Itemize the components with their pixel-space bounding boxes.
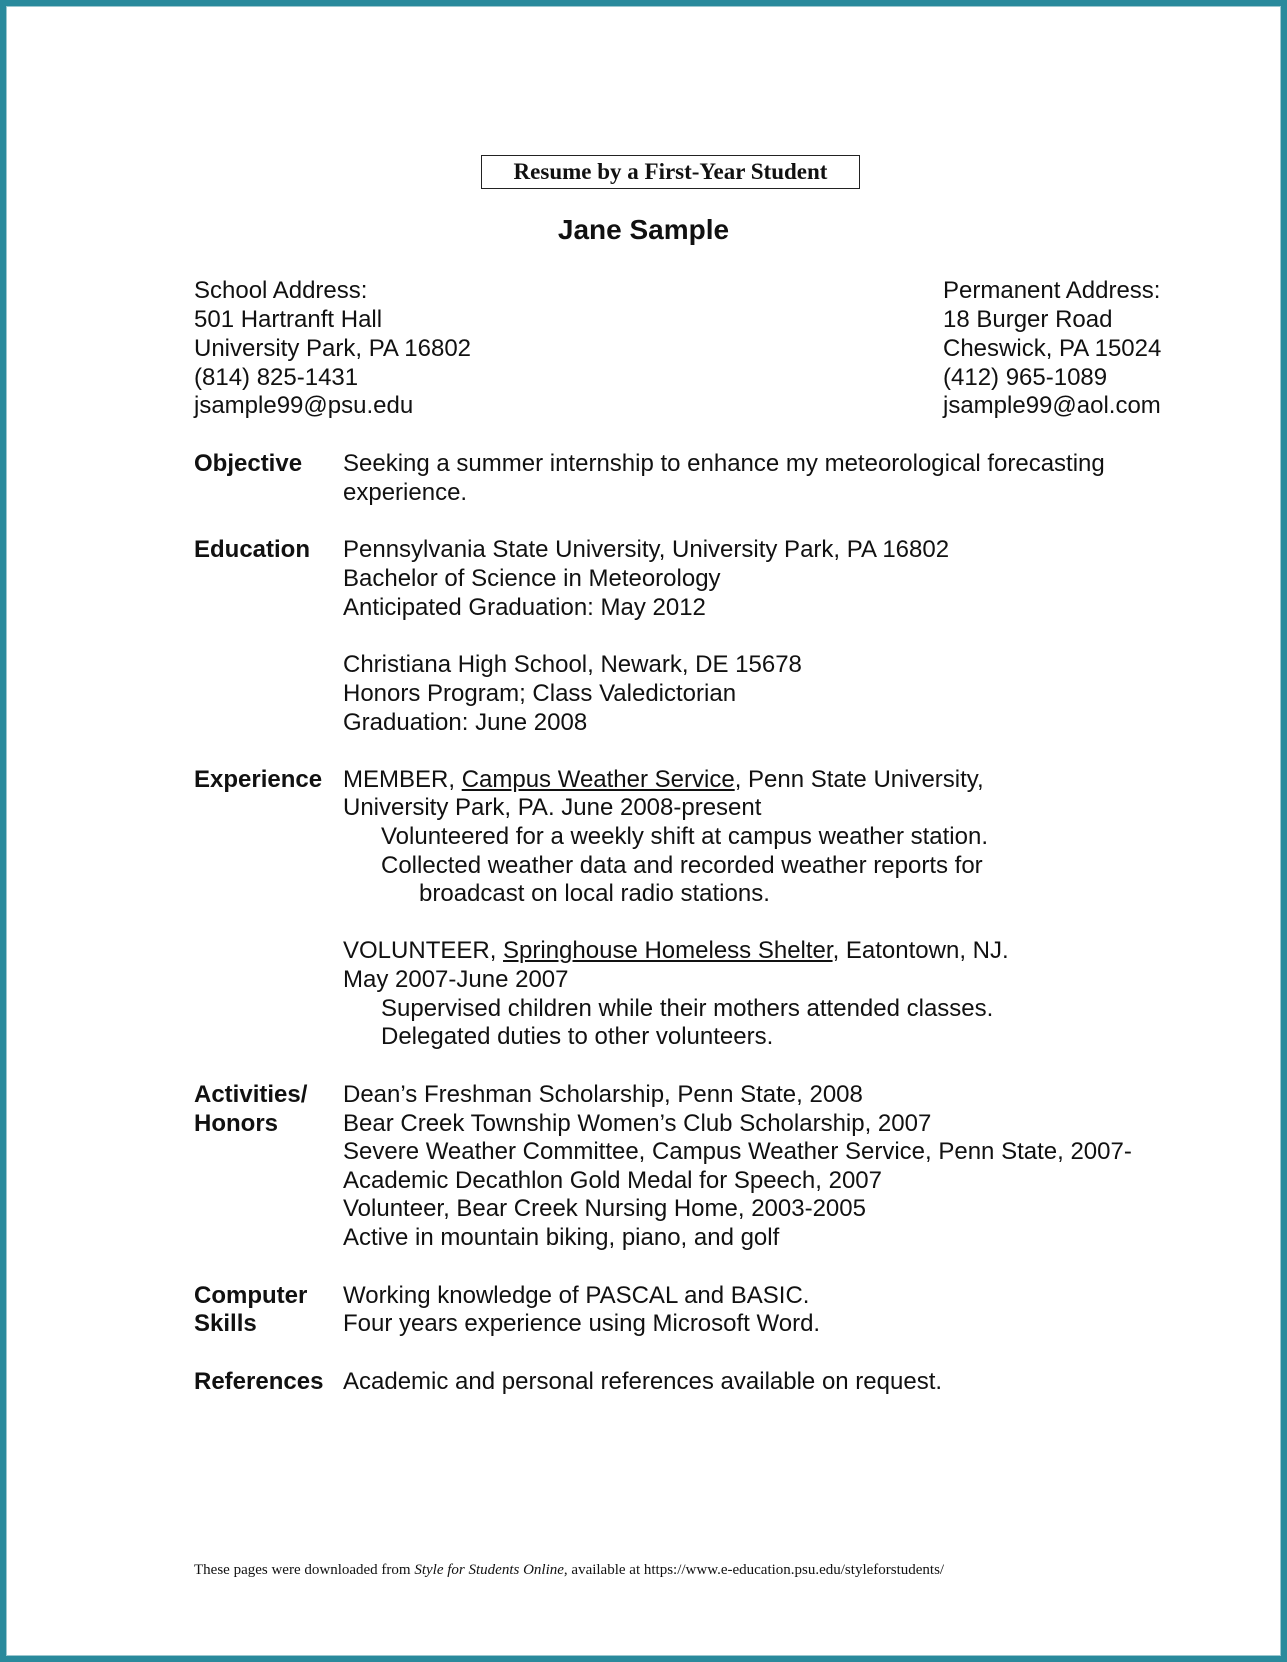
school-email: jsample99@psu.edu	[194, 392, 414, 419]
objective-text: experience.	[343, 479, 468, 506]
activity-item: Active in mountain biking, piano, and golf	[343, 1224, 780, 1251]
permanent-email: jsample99@aol.com	[943, 392, 1161, 419]
section-label-objective: Objective	[194, 450, 303, 477]
job-dates: University Park, PA. June 2008-present	[343, 794, 762, 821]
job-role: MEMBER,	[343, 766, 462, 793]
references-text: Academic and personal references available on request.	[343, 1368, 943, 1395]
permanent-phone: (412) 965-1089	[943, 364, 1108, 391]
education-line: Pennsylvania State University, University Park, PA 16802	[343, 536, 950, 563]
job-role: VOLUNTEER,	[343, 937, 504, 964]
school-address-line: 501 Hartranft Hall	[194, 306, 383, 333]
footer-note	[194, 1562, 944, 1579]
job-location: , Penn State University,	[734, 766, 984, 793]
footer-source: Style for Students Online	[414, 1562, 564, 1578]
activity-item: Academic Decathlon Gold Medal for Speech, 2007	[343, 1167, 882, 1194]
activity-item: Bear Creek Township Women’s Club Scholarship, 2007	[343, 1110, 932, 1137]
section-label-experience: Experience	[194, 766, 323, 793]
permanent-address-label: Permanent Address:	[943, 277, 1161, 304]
education-line: Christiana High School, Newark, DE 15678	[343, 651, 802, 678]
skill-item: Working knowledge of PASCAL and BASIC.	[343, 1282, 810, 1309]
permanent-address-line: Cheswick, PA 15024	[943, 335, 1162, 362]
job-duty: broadcast on local radio stations.	[419, 880, 770, 907]
education-line: Bachelor of Science in Meteorology	[343, 565, 721, 592]
objective-text: Seeking a summer internship to enhance my meteorological forecasting	[343, 450, 1105, 477]
school-phone: (814) 825-1431	[194, 364, 359, 391]
applicant-name: Jane Sample	[557, 214, 730, 245]
job-dates: May 2007-June 2007	[343, 966, 569, 993]
school-address-line: University Park, PA 16802	[194, 335, 472, 362]
job-duty: Delegated duties to other volunteers.	[381, 1023, 774, 1050]
footer-suffix: , available at https://www.e-education.psu.edu/styleforstudents/	[563, 1562, 945, 1578]
job-duty: Collected weather data and recorded weather reports for	[381, 852, 983, 879]
section-label-education: Education	[194, 536, 311, 563]
job-location: , Eatontown, NJ.	[832, 937, 1009, 964]
activity-item: Volunteer, Bear Creek Nursing Home, 2003-2005	[343, 1195, 866, 1222]
school-address-label: School Address:	[194, 277, 368, 304]
section-label-activities: Activities/	[194, 1081, 308, 1108]
job-title-line	[343, 766, 984, 794]
job-organization: Campus Weather Service	[461, 766, 735, 793]
education-line: Graduation: June 2008	[343, 709, 588, 736]
job-title-line	[343, 937, 1009, 965]
document-title: Resume by a First-Year Student	[481, 155, 860, 189]
section-label-computer: Computer	[194, 1282, 308, 1309]
activity-item: Severe Weather Committee, Campus Weather Service, Penn State, 2007-	[343, 1138, 1132, 1165]
section-label-skills: Skills	[194, 1310, 257, 1337]
section-label-references: References	[194, 1368, 324, 1395]
education-line: Honors Program; Class Valedictorian	[343, 680, 737, 707]
permanent-address-line: 18 Burger Road	[943, 306, 1113, 333]
job-organization: Springhouse Homeless Shelter	[503, 937, 833, 964]
job-duty: Supervised children while their mothers attended classes.	[381, 995, 994, 1022]
skill-item: Four years experience using Microsoft Word.	[343, 1310, 821, 1337]
job-duty: Volunteered for a weekly shift at campus weather station.	[381, 823, 988, 850]
footer-prefix: These pages were downloaded from	[194, 1562, 415, 1578]
section-label-honors: Honors	[194, 1110, 278, 1137]
education-line: Anticipated Graduation: May 2012	[343, 594, 706, 621]
activity-item: Dean’s Freshman Scholarship, Penn State, 2008	[343, 1081, 863, 1108]
